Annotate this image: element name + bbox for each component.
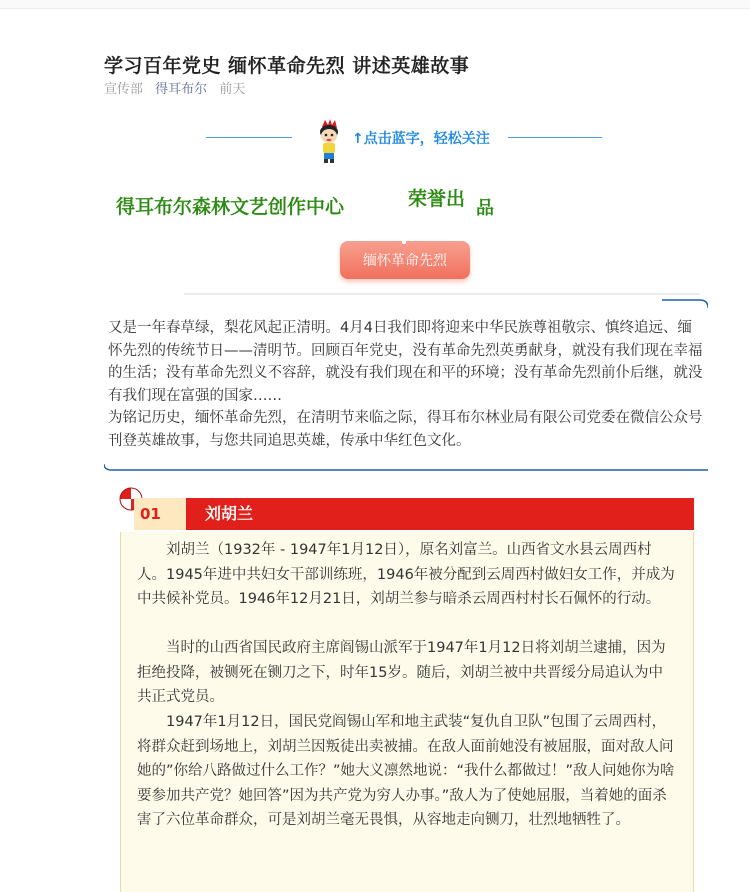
story-number: 01	[134, 498, 186, 530]
pill-label: 缅怀革命先烈	[363, 253, 447, 269]
story-paragraph-1: 刘胡兰（1932年 - 1947年1月12日），原名刘富兰。山西省文水县云周西村人。1945年进中共妇女干部训练班，1946年被分配到云周西村做妇女工作，并成为中共候补党员。1946年12月21日，刘胡兰参与暗杀云周西村村长石佩怀的行动。	[137, 542, 675, 608]
account-link[interactable]: 得耳布尔	[155, 82, 208, 97]
story-paragraph-2: 当时的山西省国民政府主席阎锡山派军于1947年1月12日将刘胡兰逮捕，因为拒绝投降，被铡死在铡刀之下，时年15岁。随后，刘胡兰被中共晋绥分局追认为中共正式党员。	[137, 640, 666, 706]
intro-paragraph-2: 为铭记历史，缅怀革命先烈，在清明节来临之际，得耳布尔林业局有限公司党委在微信公众号刊登英雄故事，与您共同追思英雄，传承中华红色文化。	[108, 410, 703, 449]
story-paragraph-3: 1947年1月12日，国民党阎锡山军和地主武装“复仇自卫队”包围了云周西村，将群众赶到场地上，刘胡兰因叛徒出卖被捕。在敌人面前她没有被屈服，面对敌人问她的”你给八路做过什么工作？”她大义凛然地说：“我什么都做过！”敌人问她你为啥要参加共产党？她回答”因为共产党为穷人办事。”敌人为了使她屈服，当着她的面杀害了六位革命群众，可是刘胡兰毫无畏惧，从容地走向铡刀，壮烈地牺牲了。	[137, 714, 675, 829]
author-label: 宣传部	[104, 82, 144, 97]
intro-paragraph-1: 又是一年春草绿，梨花风起正清明。4月4日我们即将迎来中华民族尊祖敬宗、慎终追远、缅怀先烈的传统节日——清明节。回顾百年党史，没有革命先烈英勇献身，就没有我们现在幸福的生活；没有革命先烈义不容辞，就没有我们现在和平的环境；没有革命先烈前仆后继，就没有我们现在富强的国家……	[108, 320, 703, 404]
brand-text-honor: 荣誉出	[408, 188, 466, 210]
publish-time: 前天	[219, 82, 246, 97]
cartoon-boy-icon	[316, 118, 342, 164]
brand-text-main: 得耳布尔森林文艺创作中心	[116, 196, 345, 218]
story-card	[120, 532, 694, 892]
pill-dot	[402, 238, 406, 244]
article-meta	[104, 78, 245, 97]
article-title: 学习百年党史 缅怀革命先烈 讲述英雄故事	[104, 54, 470, 77]
section-title-pill	[340, 241, 470, 279]
intro-frame-top	[104, 290, 708, 310]
story-title: 刘胡兰	[205, 504, 254, 523]
intro-frame-bottom	[104, 464, 708, 482]
brand-text-product: 品	[476, 198, 494, 219]
brand-slogan	[116, 182, 516, 222]
follow-line-left	[206, 137, 292, 138]
top-status-strip	[0, 0, 750, 9]
follow-line-right	[508, 137, 602, 138]
follow-text[interactable]: ↑点击蓝字，轻松关注	[352, 131, 490, 147]
intro-block	[104, 290, 708, 482]
follow-banner[interactable]	[206, 118, 602, 162]
story-title-bar	[186, 498, 694, 530]
